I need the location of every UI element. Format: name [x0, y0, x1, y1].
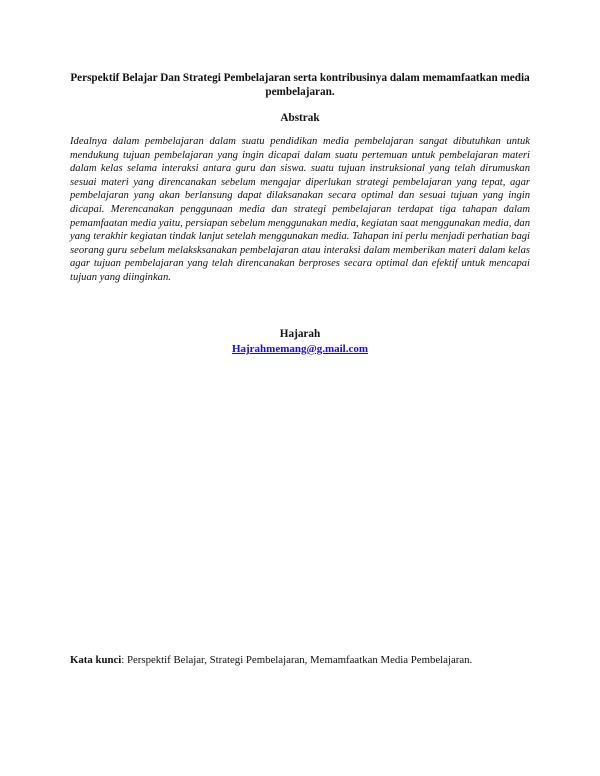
author-email-line	[0, 342, 600, 356]
abstract-heading: Abstrak	[280, 112, 320, 124]
author-email-link[interactable]: Hajrahmemang@g.mail.com	[231, 343, 369, 355]
abstract-text: Idealnya dalam pembelajaran dalam suatu pendidikan media pembelajaran sangat dibutuhkan untuk mendukung tujuan pembelajaran yang ingin dicapai dalam suatu pertemuan untuk pembelajaran materi dalam kelas selama interaksi antara guru dan siswa. suatu tujuan instruksional yang telah dirumuskan sesuai materi yang direncanakan sebelum mengajar diperlukan strategi pembelajaran yang tepat, agar pembelajaran yang akan berlansung dapat dilaksanakan secara optimal dan sesuai tujuan yang ingin dicapai. Merencanakan penggunaan media dan strategi pembelajaran terdapat tiga tahapan dalam pemamfaatan media yaitu, persiapan sebelum menggunakan media, kegiatan saat menggunakan media, dan yang terakhir kegiatan tindak lanjut setelah menggunakan media. Tahapan ini perlu menjadi perhatian bagi seorang guru sebelum melaksksanakan pembelajaran atau interaksi dalam memberikan materi dalam kelas agar tujuan pembelajaran yang telah direncanakan berproses secara optimal dan efektif untuk mencapai tujuan yang diinginkan.	[70, 136, 530, 283]
paper-title: Perspektif Belajar Dan Strategi Pembelajaran serta kontribusinya dalam memamfaatkan media pembelajaran.	[70, 72, 530, 98]
keywords-text: : Perspektif Belajar, Strategi Pembelajaran, Memamfaatkan Media Pembelajaran.	[121, 654, 473, 666]
keywords-line	[70, 653, 540, 667]
author-name: Hajarah	[279, 328, 321, 340]
keywords-label: Kata kunci	[70, 654, 122, 666]
